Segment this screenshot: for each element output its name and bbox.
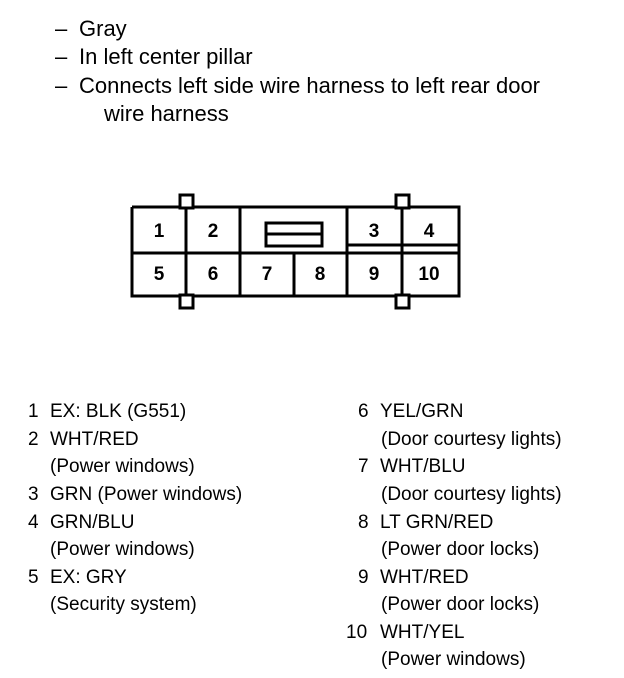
legend-number: 4	[28, 512, 39, 533]
connector-function-continued: wire harness	[104, 101, 229, 126]
legend-note: (Door courtesy lights)	[381, 429, 562, 450]
terminal-number: 9	[368, 264, 380, 285]
terminal-number: 6	[207, 264, 219, 285]
legend-wire: WHT/RED	[380, 567, 469, 588]
bullet-dash: –	[55, 16, 68, 41]
terminal-number: 3	[368, 221, 380, 242]
connector-color: Gray	[79, 16, 127, 41]
legend-note: (Security system)	[50, 594, 197, 615]
legend-item-8	[358, 512, 494, 534]
legend-number: 6	[358, 401, 369, 422]
legend-item-1	[28, 401, 187, 423]
bullet-dash: –	[55, 73, 68, 98]
terminal-number: 4	[423, 221, 435, 242]
legend-item-2	[28, 429, 139, 451]
legend-item-7	[358, 456, 466, 478]
terminal-number: 8	[314, 264, 326, 285]
legend-number: 9	[358, 567, 369, 588]
legend-number: 8	[358, 512, 369, 533]
connector-diagram	[0, 0, 624, 330]
legend-wire: WHT/YEL	[380, 622, 465, 643]
legend-item-10	[346, 622, 465, 644]
legend-number: 10	[346, 622, 368, 643]
terminal-number: 10	[418, 264, 440, 285]
legend-number: 1	[28, 401, 39, 422]
connector-function: Connects left side wire harness to left rear door	[79, 73, 541, 98]
terminal-number: 5	[153, 264, 165, 285]
legend-note: (Power windows)	[50, 456, 195, 477]
guide-key-icon	[180, 195, 193, 208]
legend-item-9	[358, 567, 469, 589]
legend-wire: GRN (Power windows)	[50, 484, 243, 505]
terminal-number: 2	[207, 221, 219, 242]
legend-note: (Power windows)	[381, 649, 526, 670]
terminal-number: 1	[153, 221, 165, 242]
legend-wire: LT GRN/RED	[380, 512, 494, 533]
legend-wire: GRN/BLU	[50, 512, 135, 533]
legend-note: (Power door locks)	[381, 594, 540, 615]
guide-key-icon	[180, 295, 193, 308]
legend-number: 5	[28, 567, 39, 588]
legend-note: (Power door locks)	[381, 539, 540, 560]
legend-wire: EX: GRY	[50, 567, 127, 588]
legend-number: 3	[28, 484, 39, 505]
legend-number: 7	[358, 456, 369, 477]
legend-wire: WHT/BLU	[380, 456, 466, 477]
legend-item-5	[28, 567, 127, 589]
terminal-number: 7	[261, 264, 273, 285]
connector-location: In left center pillar	[79, 44, 253, 69]
legend-wire: WHT/RED	[50, 429, 139, 450]
legend-item-3	[28, 484, 243, 506]
guide-key-icon	[396, 295, 409, 308]
legend-item-4	[28, 512, 135, 534]
guide-key-icon	[396, 195, 409, 208]
legend-note: (Door courtesy lights)	[381, 484, 562, 505]
legend-number: 2	[28, 429, 39, 450]
legend-wire: YEL/GRN	[380, 401, 464, 422]
legend-wire: EX: BLK (G551)	[50, 401, 187, 422]
bullet-dash: –	[55, 44, 68, 69]
legend-item-6	[358, 401, 464, 423]
legend-note: (Power windows)	[50, 539, 195, 560]
